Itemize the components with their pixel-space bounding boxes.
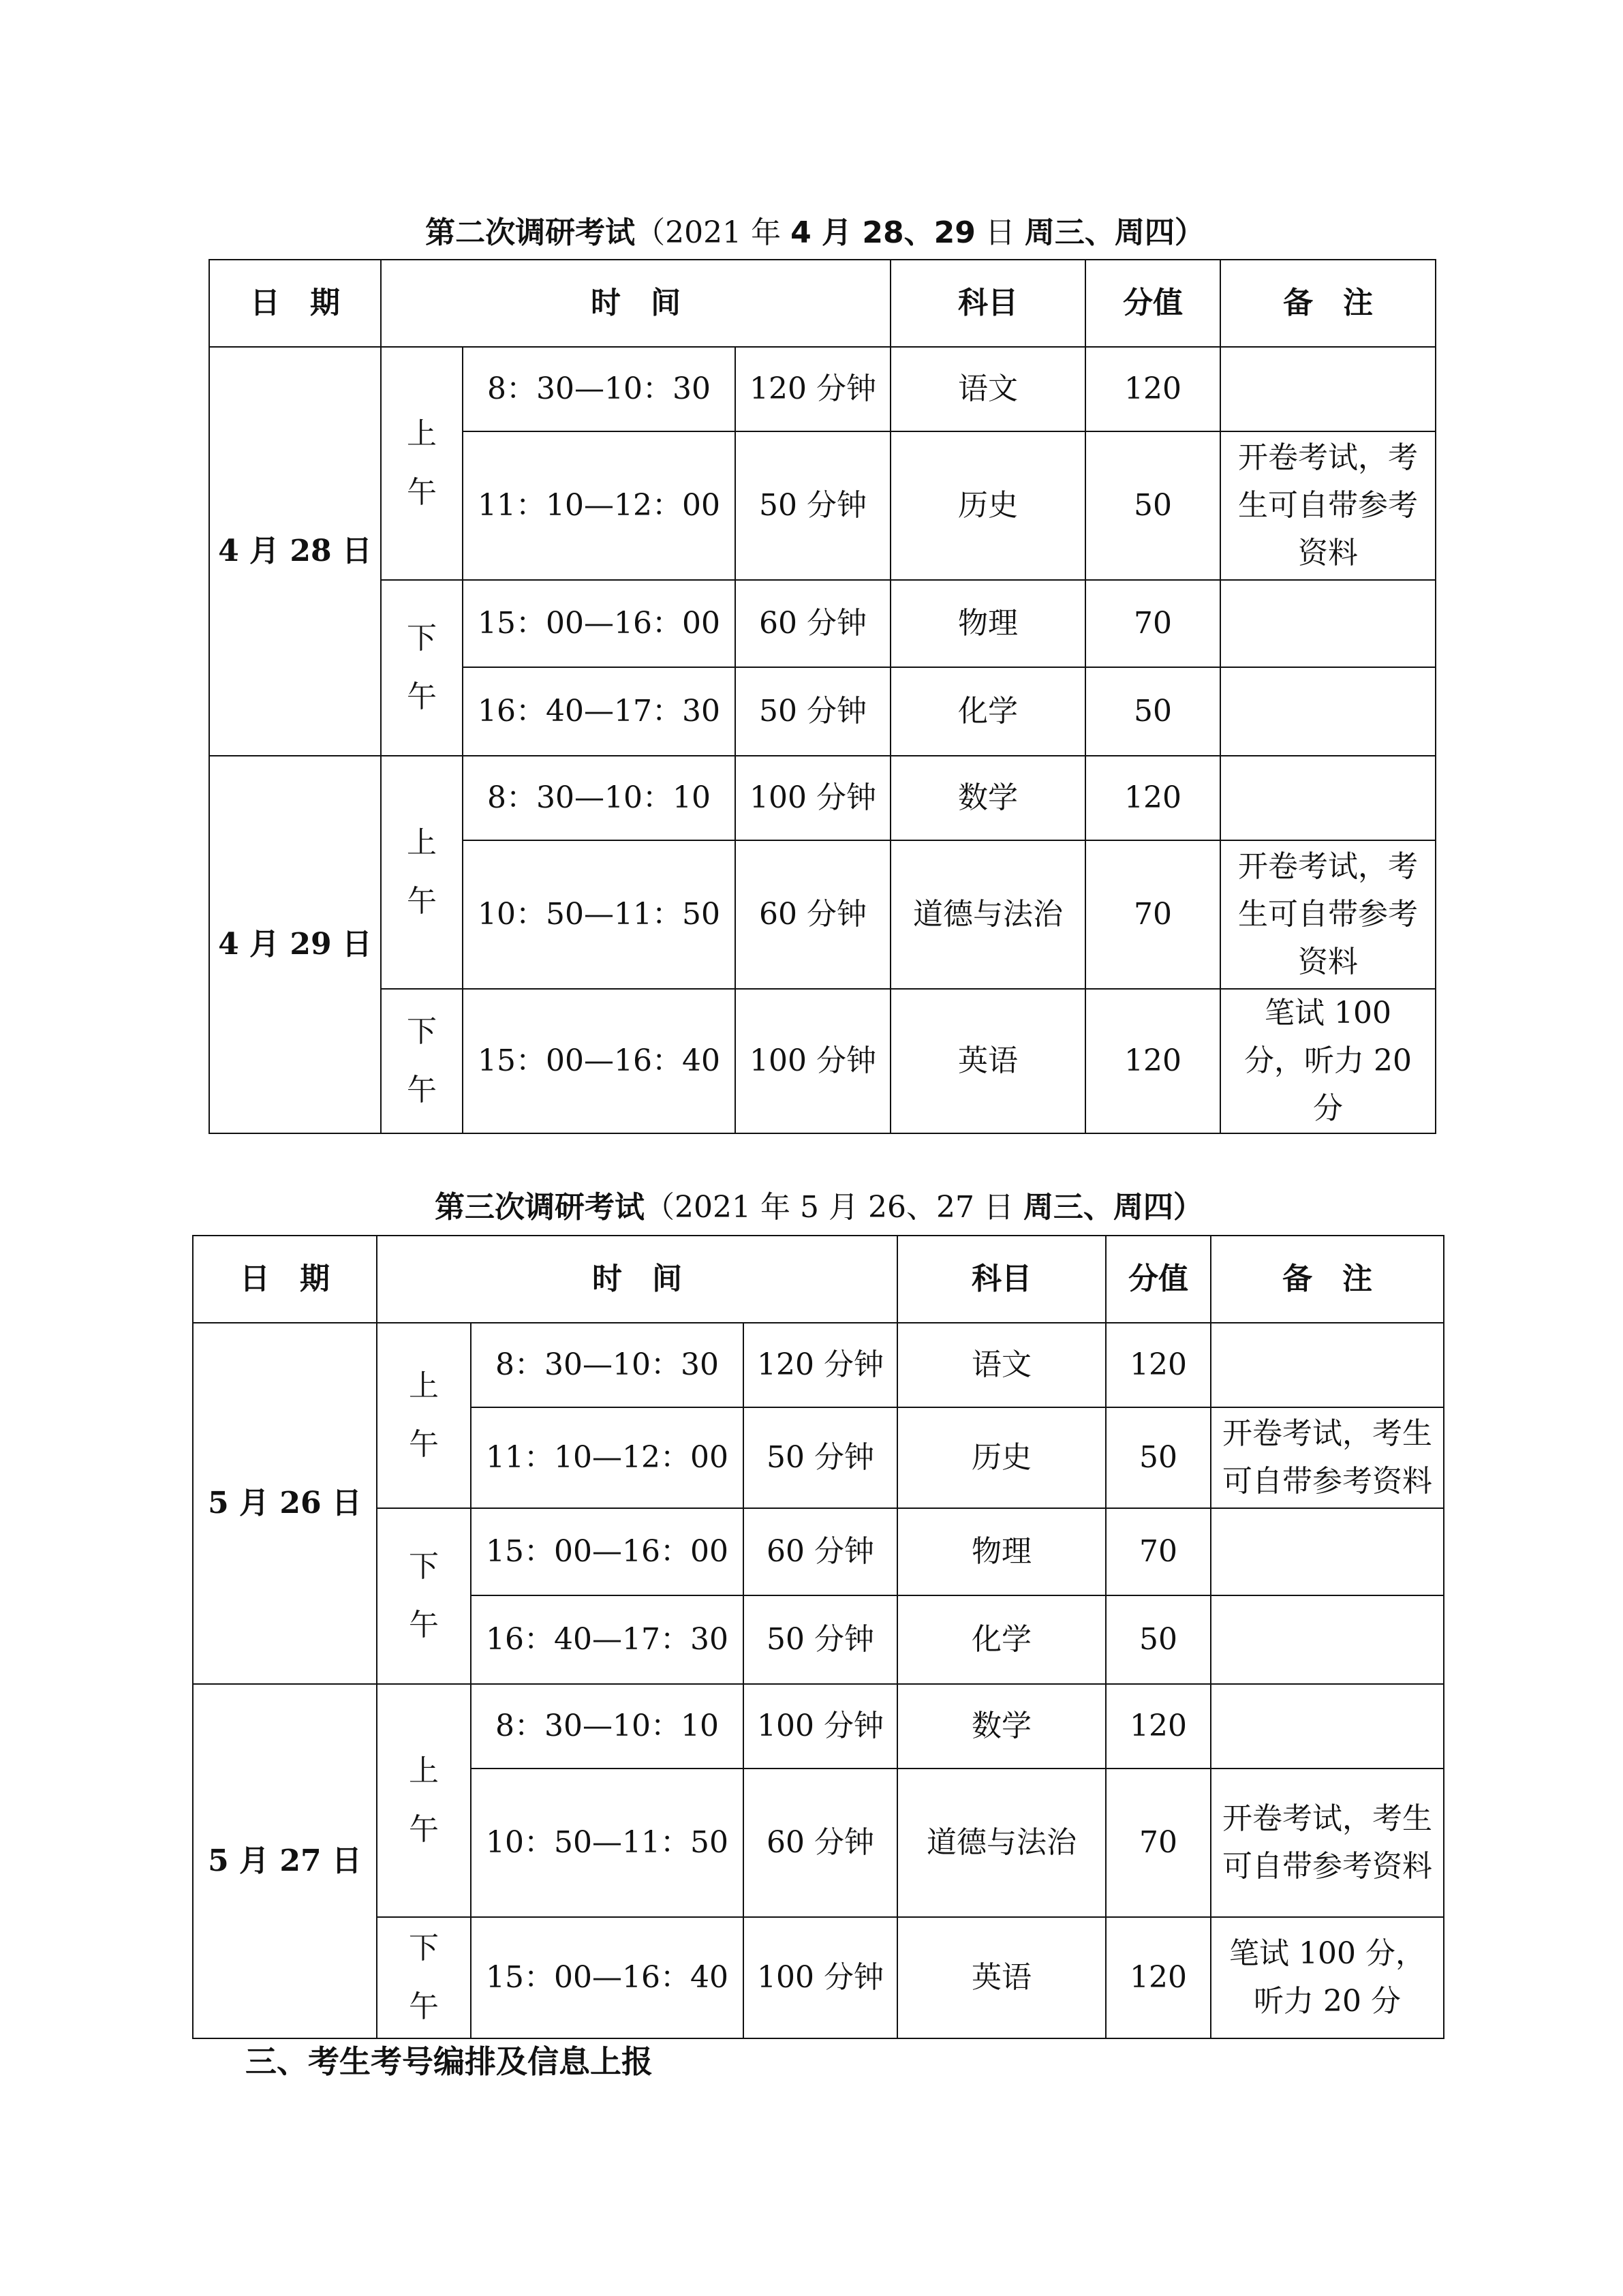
time-cell: 16：40—17：30 <box>471 1595 743 1684</box>
remark-cell: 开卷考试，考生可自带参考资料 <box>1211 1407 1444 1508</box>
half-day-label: 上 午 <box>409 1754 439 1847</box>
table-row <box>209 347 1436 431</box>
duration-cell: 60 分钟 <box>743 1769 897 1917</box>
exam2-title-year: （2021 年 <box>635 215 782 250</box>
remark-cell: 开卷考试，考生可自带参考资料 <box>1220 431 1436 580</box>
exam2-title-dates: 4 月 28、29 <box>790 215 976 250</box>
remark-cell <box>1211 1684 1444 1769</box>
remark-cell <box>1220 756 1436 840</box>
score-cell: 50 <box>1106 1407 1211 1508</box>
half-day-label: 上 午 <box>407 825 437 919</box>
exam2-title-prefix: 第二次调研考试 <box>425 215 636 250</box>
header-row <box>193 1236 1444 1323</box>
score-cell: 70 <box>1085 840 1220 989</box>
score-cell: 120 <box>1106 1917 1211 2038</box>
half-day-cell <box>381 580 463 756</box>
half-day-label: 上 午 <box>409 1368 439 1462</box>
time-cell: 8：30—10：30 <box>471 1323 743 1407</box>
exam3-title-prefix: 第三次调研考试 <box>435 1190 645 1225</box>
subject-cell: 道德与法治 <box>897 1769 1106 1917</box>
score-cell: 70 <box>1106 1769 1211 1917</box>
score-cell: 120 <box>1085 756 1220 840</box>
table-row <box>209 580 1436 667</box>
header-date: 日 期 <box>193 1236 377 1323</box>
half-day-cell <box>377 1917 471 2038</box>
time-cell: 16：40—17：30 <box>463 667 735 756</box>
remark-cell <box>1220 347 1436 431</box>
time-cell: 15：00—16：00 <box>471 1508 743 1595</box>
header-remark: 备 注 <box>1211 1236 1444 1323</box>
half-day-label: 下 午 <box>409 1931 439 2024</box>
duration-cell: 100 分钟 <box>735 756 891 840</box>
score-cell: 120 <box>1085 989 1220 1133</box>
remark-cell <box>1211 1323 1444 1407</box>
duration-cell: 100 分钟 <box>743 1917 897 2038</box>
duration-cell: 120 分钟 <box>743 1323 897 1407</box>
remark-cell: 笔试 100 分，听力 20 分 <box>1220 989 1436 1133</box>
score-cell: 120 <box>1106 1684 1211 1769</box>
duration-cell: 60 分钟 <box>743 1508 897 1595</box>
time-cell: 15：00—16：40 <box>463 989 735 1133</box>
exam3-title <box>192 1187 1446 1228</box>
subject-cell: 英语 <box>891 989 1085 1133</box>
score-cell: 120 <box>1085 347 1220 431</box>
subject-cell: 物理 <box>897 1508 1106 1595</box>
half-day-cell <box>377 1323 471 1508</box>
duration-cell: 60 分钟 <box>735 840 891 989</box>
exam2-title <box>208 213 1421 254</box>
header-time: 时 间 <box>377 1236 897 1323</box>
remark-cell: 开卷考试，考生可自带参考资料 <box>1211 1769 1444 1917</box>
time-cell: 10：50—11：50 <box>471 1769 743 1917</box>
header-subject: 科目 <box>891 260 1085 347</box>
header-remark: 备 注 <box>1220 260 1436 347</box>
time-cell: 15：00—16：00 <box>463 580 735 667</box>
remark-cell <box>1220 580 1436 667</box>
table-row <box>193 1684 1444 1769</box>
score-cell: 50 <box>1085 667 1220 756</box>
subject-cell: 语文 <box>891 347 1085 431</box>
time-cell: 15：00—16：40 <box>471 1917 743 2038</box>
subject-cell: 物理 <box>891 580 1085 667</box>
half-day-cell <box>377 1508 471 1684</box>
half-day-cell <box>381 347 463 580</box>
subject-cell: 化学 <box>897 1595 1106 1684</box>
remark-cell <box>1220 667 1436 756</box>
section-heading: 三、考生考号编排及信息上报 <box>245 2043 653 2080</box>
half-day-label: 下 午 <box>407 1014 437 1107</box>
duration-cell: 60 分钟 <box>735 580 891 667</box>
header-time: 时 间 <box>381 260 891 347</box>
half-day-cell <box>381 989 463 1133</box>
subject-cell: 历史 <box>897 1407 1106 1508</box>
duration-cell: 50 分钟 <box>743 1407 897 1508</box>
score-cell: 50 <box>1085 431 1220 580</box>
time-cell: 8：30—10：10 <box>471 1684 743 1769</box>
duration-cell: 50 分钟 <box>735 667 891 756</box>
score-cell: 120 <box>1106 1323 1211 1407</box>
date-cell: 4 月 29 日 <box>209 756 381 1133</box>
time-cell: 8：30—10：10 <box>463 756 735 840</box>
exam3-title-dates: （2021 年 5 月 26、27 日 <box>645 1190 1014 1225</box>
duration-cell: 50 分钟 <box>735 431 891 580</box>
header-date: 日 期 <box>209 260 381 347</box>
table-row <box>193 1508 1444 1595</box>
subject-cell: 化学 <box>891 667 1085 756</box>
exam2-title-weekdays: 周三、周四） <box>1024 215 1205 250</box>
time-cell: 8：30—10：30 <box>463 347 735 431</box>
exam3-title-weekdays: 周三、周四） <box>1023 1190 1203 1225</box>
duration-cell: 100 分钟 <box>735 989 891 1133</box>
time-cell: 11：10—12：00 <box>471 1407 743 1508</box>
remark-cell: 笔试 100 分，听力 20 分 <box>1211 1917 1444 2038</box>
time-cell: 11：10—12：00 <box>463 431 735 580</box>
half-day-cell <box>381 756 463 989</box>
subject-cell: 历史 <box>891 431 1085 580</box>
half-day-label: 上 午 <box>407 416 437 510</box>
score-cell: 70 <box>1085 580 1220 667</box>
duration-cell: 120 分钟 <box>735 347 891 431</box>
remark-cell <box>1211 1508 1444 1595</box>
table-row <box>193 1917 1444 2038</box>
exam3-schedule-table <box>192 1235 1444 2039</box>
duration-cell: 100 分钟 <box>743 1684 897 1769</box>
score-cell: 50 <box>1106 1595 1211 1684</box>
exam2-title-day: 日 <box>985 215 1015 250</box>
subject-cell: 语文 <box>897 1323 1106 1407</box>
table-row <box>193 1323 1444 1407</box>
header-score: 分值 <box>1106 1236 1211 1323</box>
subject-cell: 数学 <box>891 756 1085 840</box>
half-day-label: 下 午 <box>409 1549 439 1642</box>
remark-cell: 开卷考试，考生可自带参考资料 <box>1220 840 1436 989</box>
subject-cell: 道德与法治 <box>891 840 1085 989</box>
header-subject: 科目 <box>897 1236 1106 1323</box>
header-score: 分值 <box>1085 260 1220 347</box>
table-row <box>209 756 1436 840</box>
exam2-schedule-table <box>208 259 1436 1134</box>
table-row <box>209 989 1436 1133</box>
half-day-label: 下 午 <box>407 621 437 714</box>
header-row <box>209 260 1436 347</box>
duration-cell: 50 分钟 <box>743 1595 897 1684</box>
remark-cell <box>1211 1595 1444 1684</box>
half-day-cell <box>377 1684 471 1917</box>
time-cell: 10：50—11：50 <box>463 840 735 989</box>
score-cell: 70 <box>1106 1508 1211 1595</box>
date-cell: 5 月 27 日 <box>193 1684 377 2038</box>
subject-cell: 数学 <box>897 1684 1106 1769</box>
date-cell: 4 月 28 日 <box>209 347 381 756</box>
date-cell: 5 月 26 日 <box>193 1323 377 1684</box>
subject-cell: 英语 <box>897 1917 1106 2038</box>
